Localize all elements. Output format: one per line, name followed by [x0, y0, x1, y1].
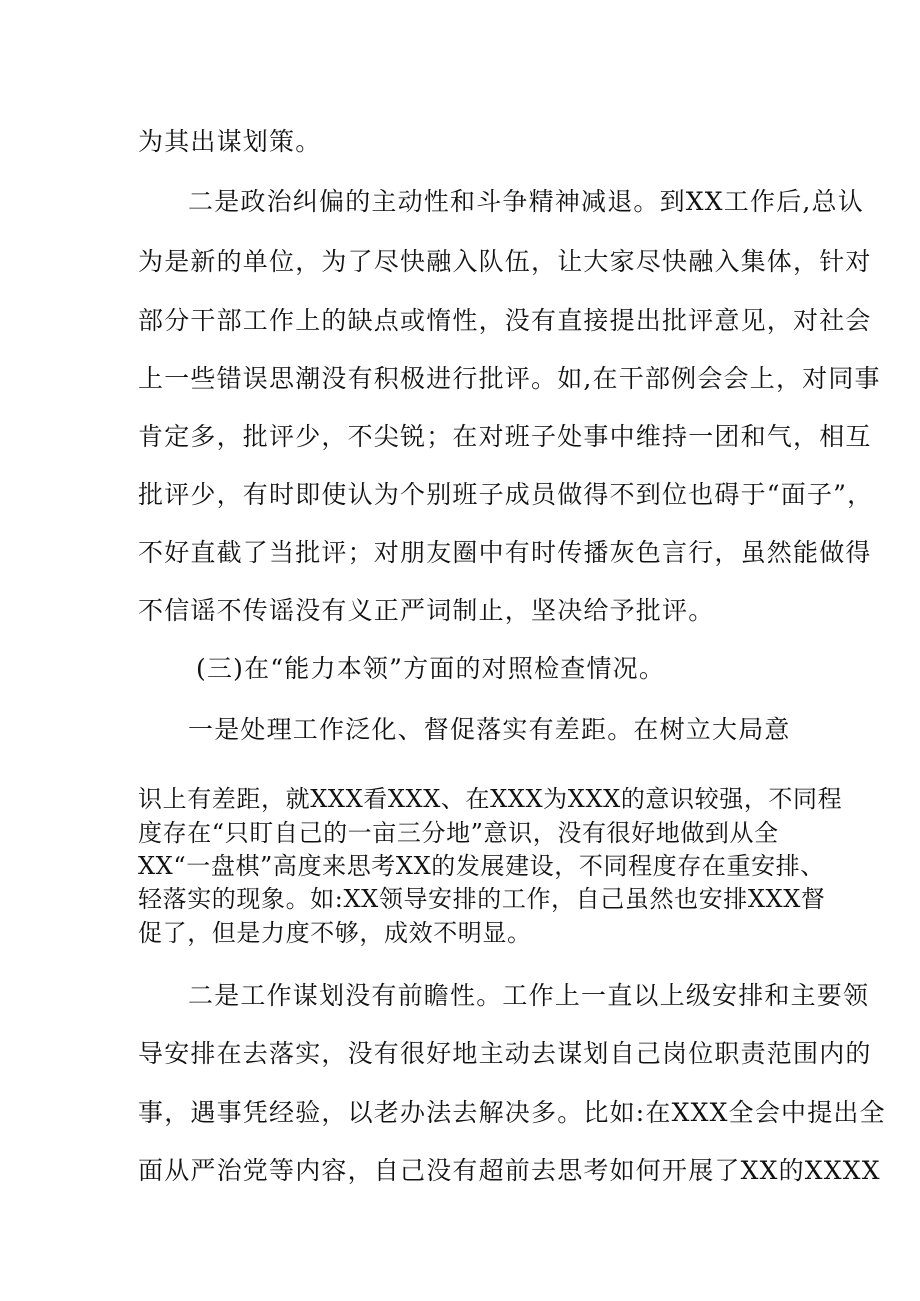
paragraph-line-18: 事，遇事凭经验，以老办法去解决多。比如:在XXX全会中提出全	[138, 1098, 886, 1127]
paragraph-line-6: 肯定多，批评少，不尖锐；在对班子处事中维持一团和气，相互	[138, 422, 872, 451]
section-heading: (三)在“能力本领”方面的对照检查情况。	[196, 654, 666, 683]
paragraph-line-19: 面从严治党等内容，自己没有超前去思考如何开展了XX的XXXX	[138, 1156, 881, 1185]
paragraph-line-14: 轻落实的现象。如:XX领导安排的工作，自己虽然也安排XXX督	[138, 885, 826, 913]
paragraph-line-10: 一是处理工作泛化、督促落实有差距。在树立大局意	[188, 715, 791, 744]
paragraph-line-16: 二是工作谋划没有前瞻性。工作上一直以上级安排和主要领	[188, 981, 870, 1010]
paragraph-line-1: 为其出谋划策。	[138, 127, 322, 156]
paragraph-line-12: 度存在“只盯自己的一亩三分地”意识，没有很好地做到从全	[138, 819, 779, 847]
paragraph-line-17: 导安排在去落实，没有很好地主动去谋划自己岗位职责范围内的	[138, 1039, 872, 1068]
paragraph-line-5: 上一些错误思潮没有积极进行批评。如,在干部例会会上，对同事	[138, 364, 881, 393]
paragraph-line-15: 促了，但是力度不够，成效不明显。	[138, 919, 532, 947]
paragraph-line-4: 部分干部工作上的缺点或惰性，没有直接提出批评意见，对社会	[138, 306, 872, 335]
paragraph-line-8: 不好直截了当批评；对朋友圈中有时传播灰色言行，虽然能做得	[138, 538, 872, 567]
paragraph-line-11: 识上有差距，就XXX看XXX、在XXX为XXX的意识较强，不同程	[138, 785, 843, 813]
paragraph-line-3: 为是新的单位，为了尽快融入队伍，让大家尽快融入集体，针对	[138, 247, 872, 276]
paragraph-line-7: 批评少，有时即使认为个别班子成员做得不到位也碍于“面子”，	[138, 480, 874, 509]
paragraph-line-9: 不信谣不传谣没有义正严词制止，坚决给予批评。	[138, 596, 715, 625]
paragraph-line-13: XX“一盘棋”高度来思考XX的发展建设，不同程度存在重安排、	[138, 852, 825, 880]
paragraph-line-2: 二是政治纠偏的主动性和斗争精神减退。到XX工作后,总认	[188, 187, 864, 216]
